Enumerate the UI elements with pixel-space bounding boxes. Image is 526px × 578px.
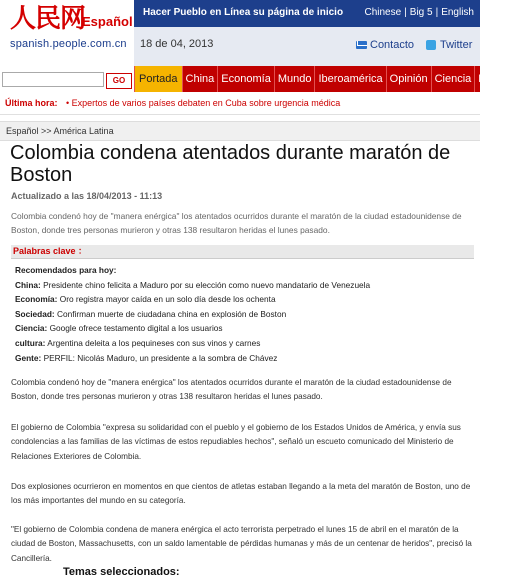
search-input[interactable]	[2, 72, 104, 87]
breadcrumb	[0, 121, 480, 141]
current-date: 18 de 04, 2013	[140, 38, 214, 50]
selected-topics-heading: Temas seleccionados:	[63, 566, 180, 578]
lang-big5-link[interactable]: Big 5	[409, 7, 433, 18]
language-switcher: Chinese | Big 5 | English	[364, 7, 474, 18]
recommended-heading: Recomendados para hoy:	[15, 265, 117, 275]
recommended-item[interactable]	[15, 307, 475, 322]
sub-bar	[134, 27, 480, 66]
twitter-label: Twitter	[440, 39, 473, 51]
keywords-label: Palabras clave ：	[13, 246, 88, 256]
search-go-button[interactable]: GO	[106, 73, 132, 89]
recommended-item[interactable]	[15, 321, 475, 336]
breadcrumb-links[interactable]: Español >> América Latina	[6, 126, 114, 136]
tab-mundo[interactable]: Mundo	[274, 66, 315, 92]
article-paragraph: Colombia condenó hoy de "manera enérgica" los atentados ocurridos durante el maratón de la ciudad estadounidense de Boston, donde tres personas murieron y otras 138 resultaron heridas el lunes pasado.	[11, 378, 452, 402]
logo-url: spanish.people.com.cn	[10, 38, 127, 50]
lang-chinese-link[interactable]: Chinese	[364, 7, 402, 18]
recommended-category: Ciencia:	[15, 323, 48, 334]
recommended-category: China:	[15, 279, 41, 290]
recommended-link[interactable]: Argentina deleita a los pequineses con sus vinos y carnes	[47, 337, 261, 348]
set-homepage-link[interactable]: Hacer Pueblo en Línea su página de inicio	[143, 7, 344, 18]
tab-opinion[interactable]: Opinión	[386, 66, 431, 92]
mail-icon	[356, 41, 367, 49]
lang-english-link[interactable]: English	[441, 7, 474, 18]
article-paragraph: Dos explosiones ocurrieron en momentos en que cientos de atletas estaban llegando a la meta del maratón de Boston, uno de los más importantes del mundo en su categoría.	[11, 482, 471, 506]
breaking-news-link[interactable]: • Expertos de varios países debaten en Cuba sobre urgencia médica	[66, 98, 341, 108]
recommended-link[interactable]: Presidente chino felicita a Maduro por su elección como nuevo mandatario de Venezuela	[43, 279, 371, 290]
recommended-item[interactable]	[15, 336, 475, 351]
breaking-news-bar	[0, 92, 480, 115]
article-title: Colombia condena atentados durante maratón de Boston	[10, 142, 451, 186]
recommended-category: Economía:	[15, 294, 58, 305]
recommended-link[interactable]: PERFIL: Nicolás Maduro, un presidente a la sombra de Chávez	[43, 352, 278, 363]
recommended-category: Gente:	[15, 352, 42, 363]
tab-portada[interactable]: Portada	[134, 66, 182, 92]
logo-espanol: Español	[82, 14, 133, 29]
article-lead: Colombia condenó hoy de "manera enérgica" los atentados ocurridos durante el maratón de la ciudad estadounidense de Boston, donde tres personas murieron y otras 138 resultaron heridas el lunes pasado.	[11, 211, 462, 235]
site-header	[0, 0, 480, 66]
tab-economia[interactable]: Economía	[217, 66, 274, 92]
article-paragraph: "El gobierno de Colombia condena de manera enérgica el acto terrorista perpetrado el lunes 15 de abril en el maratón de la ciudad de Boston, Massachusetts, con un saldo lamentable de pérdidas humanas y más de un centenar de heridos", precisó la Cancillería.	[11, 525, 472, 563]
contact-label: Contacto	[370, 39, 415, 51]
recommended-link[interactable]: Oro registra mayor caída en un solo día desde los ochenta	[59, 294, 276, 305]
main-nav	[0, 66, 523, 92]
tab-deportes[interactable]: Deportes	[474, 66, 526, 92]
recommended-item[interactable]	[15, 292, 475, 307]
keywords-bar	[11, 245, 474, 259]
twitter-link[interactable]	[426, 39, 472, 51]
recommended-category: cultura:	[15, 337, 46, 348]
nav-tabs	[134, 66, 526, 92]
contact-link[interactable]	[356, 39, 414, 51]
recommended-link[interactable]: Google ofrece testamento digital a los usuarios	[49, 323, 223, 334]
article-paragraph: El gobierno de Colombia "expresa su solidaridad con el pueblo y el gobierno de los Estados Unidos de América, y envía sus condolencias a las familias de las víctimas de estos repudiables hechos", señaló un escueto comunicado del Ministerio de Relaciones Exteriores de Colombia.	[11, 423, 461, 461]
tab-iberoamerica[interactable]: Iberoamérica	[314, 66, 385, 92]
recommended-link[interactable]: Confirman muerte de ciudadana china en explosión de Boston	[56, 308, 287, 319]
recommended-item[interactable]	[15, 351, 475, 366]
tab-ciencia[interactable]: Ciencia	[431, 66, 475, 92]
article-updated: Actualizado a las 18/04/2013 - 11:13	[11, 191, 163, 201]
search-area	[0, 66, 134, 92]
tab-china[interactable]: China	[182, 66, 218, 92]
recommended-list	[15, 263, 475, 365]
twitter-icon	[426, 40, 436, 50]
breaking-news-label: Última hora:	[5, 98, 58, 108]
site-logo[interactable]	[0, 0, 134, 66]
top-bar	[134, 0, 480, 27]
recommended-category: Sociedad:	[15, 308, 55, 319]
recommended-item[interactable]	[15, 278, 475, 293]
logo-chinese: 人民网	[10, 4, 86, 34]
